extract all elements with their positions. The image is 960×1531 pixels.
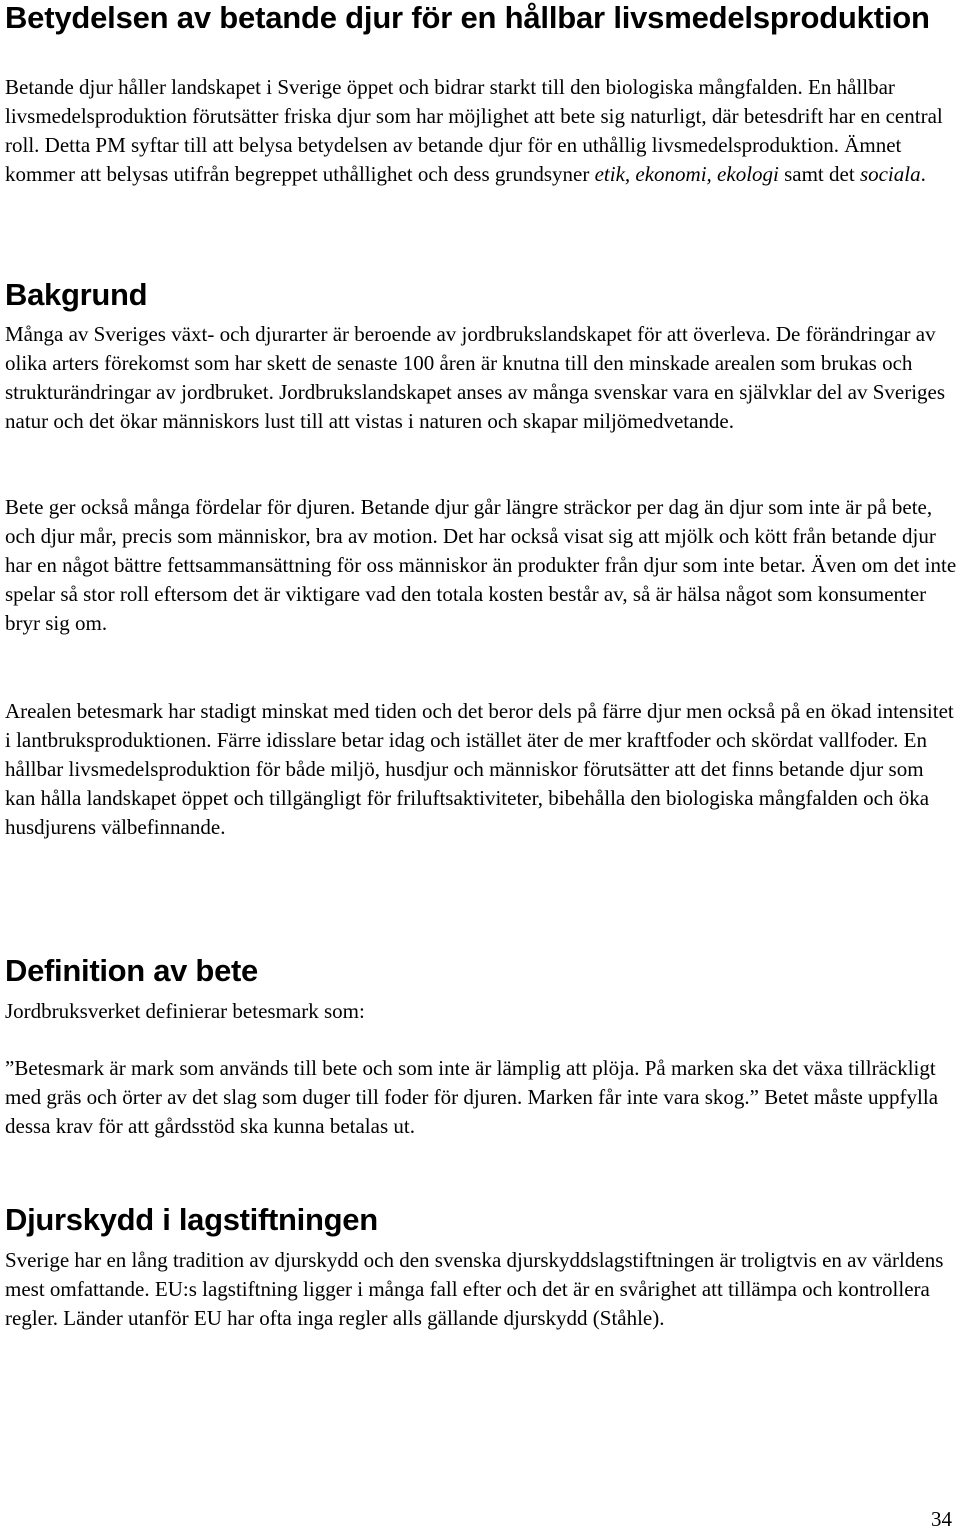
page-title: Betydelsen av betande djur för en hållbar livsmedelsproduktion xyxy=(5,0,930,35)
intro-text-middle: samt det xyxy=(778,162,860,186)
bakgrund-paragraph-2-block xyxy=(5,493,957,638)
section-heading-definition: Definition av bete xyxy=(5,953,258,988)
section-djurskydd xyxy=(5,1202,957,1238)
intro-paragraph xyxy=(5,73,957,189)
intro-text-end: . xyxy=(920,162,926,186)
intro-text: Betande djur håller landskapet i Sverige öppet och bidrar starkt till den biologiska mångfalden. En hållbar livsmedelsproduktion förutsätter friska djur som har möjlighet att bete sig naturligt, där betesdrift har en central roll. Detta PM syftar till att belysa betydelsen av betande djur för en uthållig livsmedelsproduktion. Ämnet kommer att belysas utifrån begreppet uthållighet och dess grundsyner xyxy=(5,75,943,186)
djurskydd-paragraph: Sverige har en lång tradition av djurskydd och den svenska djurskyddslagstiftningen är troligtvis en av världens mest omfattande. EU:s lagstiftning ligger i många fall efter och det är en svårighet att tillämpa och kontrollera regler. Länder utanför EU har ofta inga regler alls gällande djurskydd (Ståhle). xyxy=(5,1248,944,1330)
bakgrund-paragraph-3-block xyxy=(5,697,957,842)
definition-lead: Jordbruksverket definierar betesmark som: xyxy=(5,999,365,1023)
title-block xyxy=(5,0,957,36)
page-number: 34 xyxy=(931,1507,952,1531)
section-heading-djurskydd: Djurskydd i lagstiftningen xyxy=(5,1202,378,1237)
section-bakgrund xyxy=(5,277,957,313)
intro-italic-terms: etik, ekonomi, ekologi xyxy=(594,162,779,186)
definition-quote-after: Betet måste uppfylla dessa krav för att gårdsstöd ska kunna betalas ut. xyxy=(5,1085,939,1138)
bakgrund-paragraph-3: Arealen betesmark har stadigt minskat med tiden och det beror dels på färre djur men också på en ökad intensitet i lantbruksproduktionen. Färre idisslare betar idag och istället äter de mer kraftfoder och skördat vallfoder. En hållbar livsmedelsproduktion för både miljö, husdjur och människor förutsätter att det finns betande djur som kan hålla landskapet öppet och tillgängligt för friluftsaktiviteter, bibehålla den biologiska mångfalden och öka husdjurens välbefinnande. xyxy=(5,699,954,839)
djurskydd-paragraph-block xyxy=(5,1246,957,1333)
definition-quote: ”Betesmark är mark som används till bete och som inte är lämplig att plöja. På marken ska det växa tillräckligt med gräs och örter av det slag som duger till foder för djuren. Marken får inte vara skog.” xyxy=(5,1056,936,1109)
section-definition xyxy=(5,953,957,989)
intro-section xyxy=(5,73,957,189)
bakgrund-paragraph-1-block xyxy=(5,320,957,436)
section-heading-bakgrund: Bakgrund xyxy=(5,277,148,312)
definition-quote-block xyxy=(5,1054,957,1141)
definition-quote-paragraph xyxy=(5,1054,957,1141)
bakgrund-paragraph-2: Bete ger också många fördelar för djuren. Betande djur går längre sträckor per dag än djur som inte är på bete, och djur mår, precis som människor, bra av motion. Det har också visat sig att mjölk och kött från betande djur har en något bättre fettsammansättning för oss människor än produkter från djur som inte betar. Även om det inte spelar så stor roll eftersom det är viktigare vad den totala kosten består av, så är hälsa något som konsumenter bryr sig om. xyxy=(5,495,957,635)
intro-italic-social: sociala xyxy=(859,162,921,186)
bakgrund-paragraph-1: Många av Sveriges växt- och djurarter är beroende av jordbrukslandskapet för att överleva. De förändringar av olika arters förekomst som har skett de senaste 100 åren är knutna till den minskade arealen som brukas och strukturändringar av jordbruket. Jordbrukslandskapet anses av många svenskar vara en självklar del av Sveriges natur och det ökar människors lust till att vistas i naturen och skapar miljömedvetande. xyxy=(5,322,946,433)
definition-lead-block xyxy=(5,997,957,1026)
